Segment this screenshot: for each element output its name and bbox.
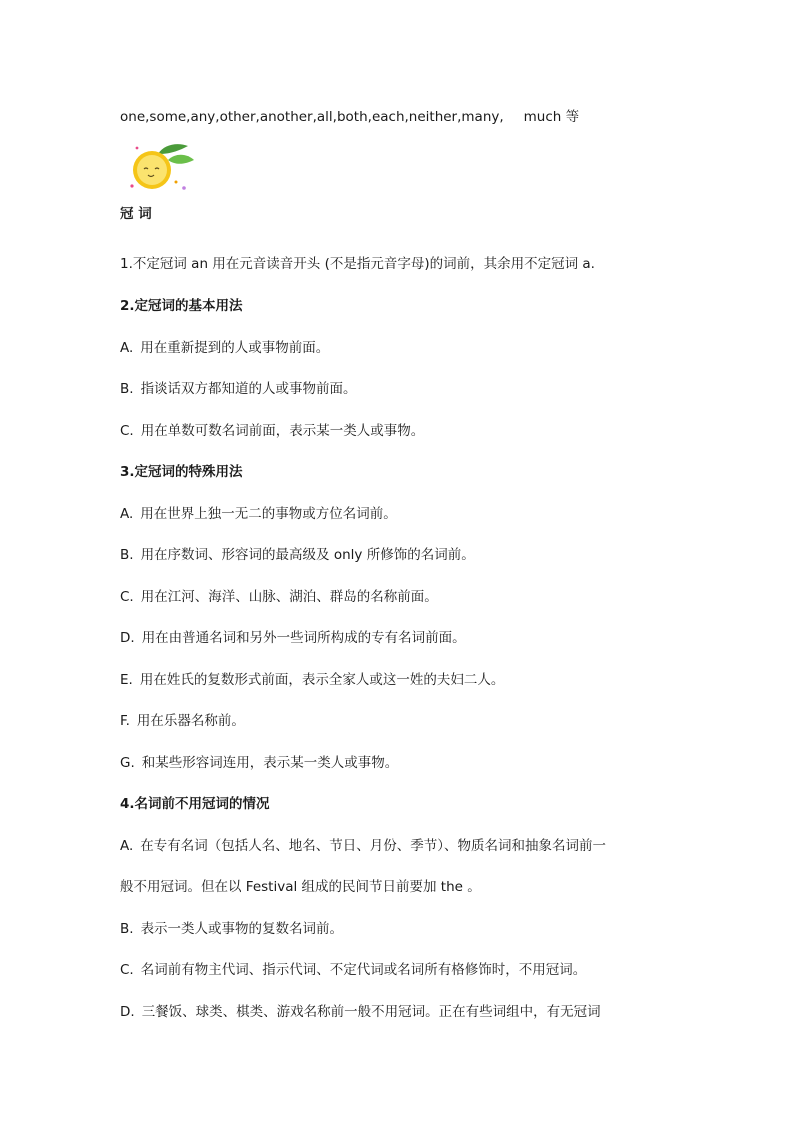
rule-2-title: 2.定冠词的基本用法 [120, 298, 243, 314]
item-label: B. [120, 547, 134, 563]
rule-4-title: 4.名词前不用冠词的情况 [120, 796, 270, 812]
item-text: 和某些形容词连用，表示某一类人或事物。 [141, 755, 399, 771]
item-label: A. [120, 340, 134, 356]
rule-3-title: 3.定冠词的特殊用法 [120, 464, 243, 480]
list-item [120, 422, 424, 440]
item-text: 用在序数词、形容词的最高级及 only 所修饰的名词前。 [140, 547, 475, 563]
item-text: 用在乐器名称前。 [136, 713, 245, 729]
rule-1: 1.不定冠词 an 用在元音读音开头 (不是指元音字母)的词前，其余用不定冠词 a. [120, 256, 595, 272]
item-text: 用在江河、海洋、山脉、湖泊、群岛的名称前面。 [140, 589, 438, 605]
list-item [120, 837, 606, 855]
pronoun-list-line [120, 108, 579, 126]
list-item [120, 380, 357, 398]
item-text: 在专有名词（包括人名、地名、节日、月份、季节）、物质名词和抽象名词前一 [140, 838, 607, 854]
list-item [120, 712, 245, 730]
item-label: C. [120, 589, 134, 605]
list-item [120, 505, 397, 523]
item-text: 用在姓氏的复数形式前面，表示全家人或这一姓的夫妇二人。 [139, 672, 505, 688]
item-text: 三餐饭、球类、棋类、游戏名称前一般不用冠词。正在有些词组中，有无冠词 [141, 1004, 601, 1020]
item-label: C. [120, 423, 134, 439]
pronoun-list-tail: much 等 [523, 109, 580, 125]
item-text: 用在世界上独一无二的事物或方位名词前。 [140, 506, 397, 522]
pronoun-list-words: one,some,any,other,another,all,both,each,neither,many, [120, 109, 504, 125]
item-label: C. [120, 962, 134, 978]
item-text: 名词前有物主代词、指示代词、不定代词或名词所有格修饰时，不用冠词。 [140, 962, 587, 978]
item-label: G. [120, 755, 135, 771]
list-item [120, 754, 398, 772]
list-item [120, 588, 438, 606]
item-label: A. [120, 506, 134, 522]
item-text: 表示一类人或事物的复数名词前。 [140, 921, 344, 937]
lemon-slice-icon [128, 142, 200, 194]
item-label: B. [120, 381, 134, 397]
list-item [120, 546, 475, 564]
item-label: B. [120, 921, 134, 937]
item-text: 般不用冠词。但在以 Festival 组成的民间节日前要加 the 。 [120, 879, 481, 895]
item-text: 用在由普通名词和另外一些词所构成的专有名词前面。 [141, 630, 466, 646]
item-label: E. [120, 672, 133, 688]
list-item [120, 671, 504, 689]
item-text: 用在单数可数名词前面，表示某一类人或事物。 [140, 423, 425, 439]
list-item [120, 629, 466, 647]
item-label: D. [120, 1004, 135, 1020]
item-label: F. [120, 713, 130, 729]
list-item [120, 920, 343, 938]
item-text: 用在重新提到的人或事物前面。 [140, 340, 330, 356]
list-item [120, 1003, 601, 1021]
list-item [120, 339, 329, 357]
list-item [120, 961, 586, 979]
item-label: D. [120, 630, 135, 646]
item-text: 指谈话双方都知道的人或事物前面。 [140, 381, 357, 397]
section-title: 冠 词 [120, 206, 152, 222]
item-label: A. [120, 838, 134, 854]
list-item-continuation [120, 878, 481, 896]
